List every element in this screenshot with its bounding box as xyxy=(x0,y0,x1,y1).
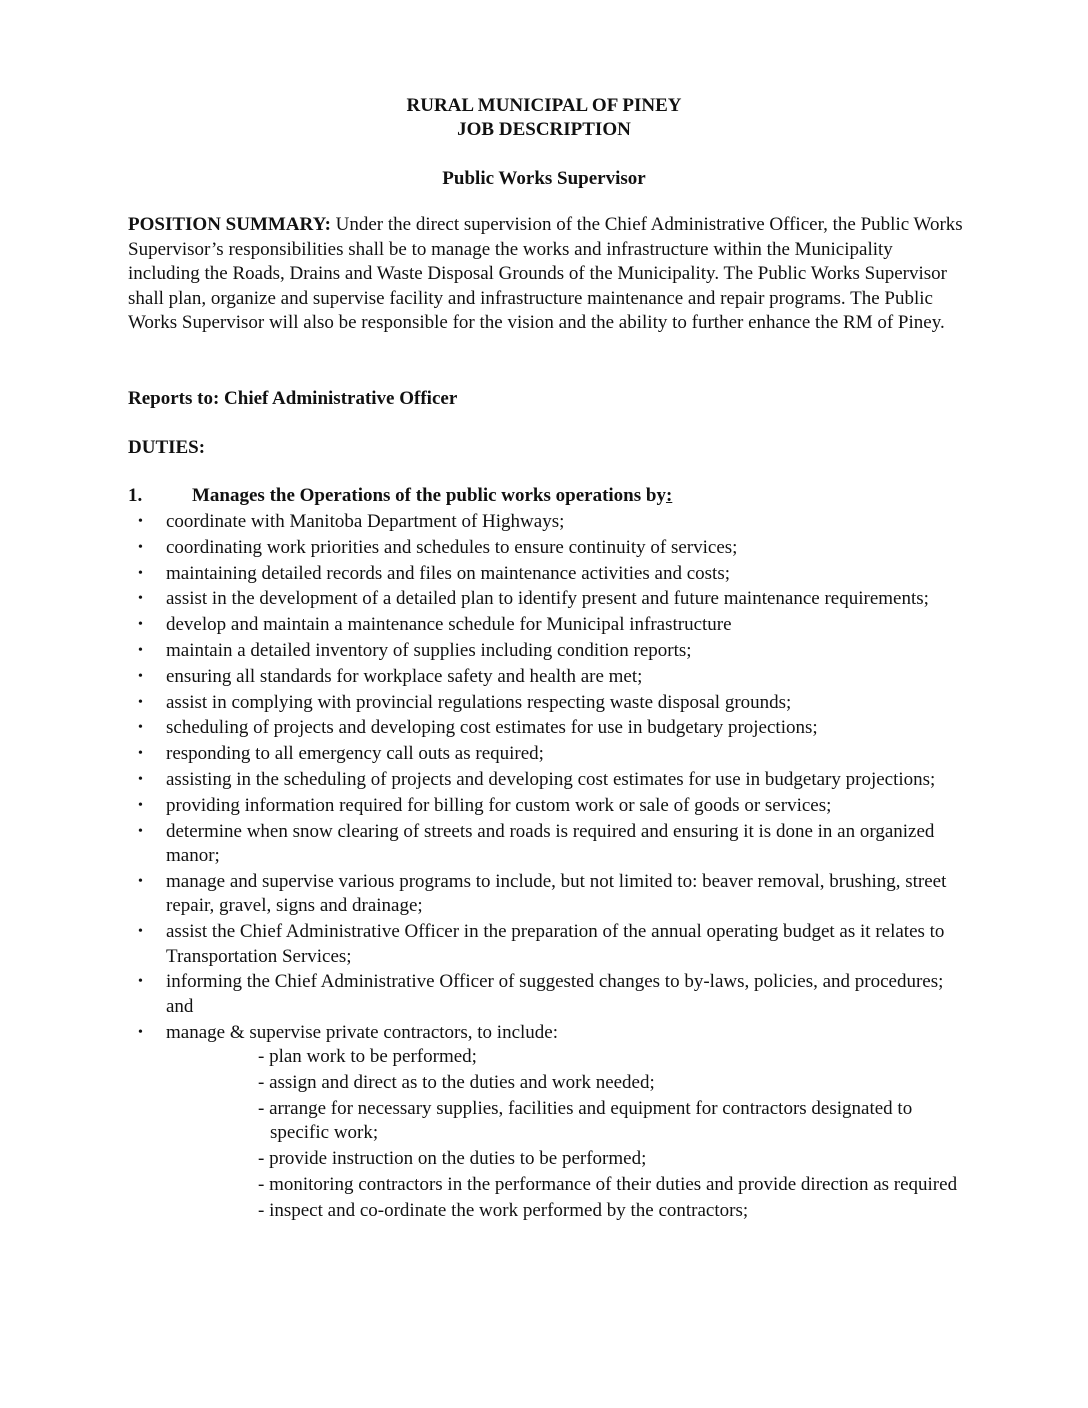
document-type-title: JOB DESCRIPTION xyxy=(457,119,631,140)
bullet-icon: • xyxy=(138,668,143,684)
bullet-icon: • xyxy=(138,771,143,787)
bullet-icon: • xyxy=(138,974,143,990)
bullet-icon: • xyxy=(138,565,143,581)
contractor-subitem xyxy=(258,1199,968,1224)
duty-item xyxy=(128,613,968,638)
bullet-icon: • xyxy=(138,539,143,555)
duties-list xyxy=(128,510,968,1225)
contractor-subitem-text: - monitoring contractors in the performance of their duties and provide direction as required xyxy=(258,1173,958,1195)
duty-item xyxy=(128,536,968,561)
position-summary-text: Under the direct supervision of the Chief Administrative Officer, the Public Works Supervisor’s responsibilities shall be to manage the works and infrastructure within the Municipality including the Roads, Drains and Waste Disposal Grounds of the Municipality. The Public Works Supervisor shall plan, organize and supervise facility and infrastructure maintenance and repair programs. The Public Works Supervisor will also be responsible for the vision and the ability to further enhance the RM of Piney. xyxy=(128,214,963,333)
duty-item xyxy=(128,794,968,819)
contractor-subitems-list xyxy=(166,1045,968,1223)
duty-item-text: informing the Chief Administrative Officer of suggested changes to by-laws, policies, and procedures; and xyxy=(166,971,944,1017)
duty-item xyxy=(128,562,968,587)
duty-item-text: assist in the development of a detailed plan to identify present and future maintenance requirements; xyxy=(166,588,929,610)
duty-item-text: develop and maintain a maintenance schedule for Municipal infrastructure xyxy=(166,614,732,636)
bullet-icon: • xyxy=(138,720,143,736)
bullet-icon: • xyxy=(138,797,143,813)
position-title: Public Works Supervisor xyxy=(442,168,646,189)
bullet-icon: • xyxy=(138,694,143,710)
contractor-subitem xyxy=(258,1071,968,1096)
duty-item-text: maintain a detailed inventory of supplies including condition reports; xyxy=(166,639,692,661)
bullet-icon: • xyxy=(138,1024,143,1040)
bullet-icon: • xyxy=(138,873,143,889)
contractor-subitem-text: - inspect and co-ordinate the work performed by the contractors; xyxy=(258,1199,749,1221)
position-summary xyxy=(128,213,968,336)
duty-item xyxy=(128,920,968,969)
bullet-icon: • xyxy=(138,591,143,607)
contractor-subitem xyxy=(258,1045,968,1070)
duty-item-text: scheduling of projects and developing cost estimates for use in budgetary projections; xyxy=(166,717,818,739)
bullet-icon: • xyxy=(138,642,143,658)
duty-item-text: manage & supervise private contractors, to include: xyxy=(166,1021,559,1043)
contractor-subitem-text: - plan work to be performed; xyxy=(258,1046,477,1068)
duty-item-text: ensuring all standards for workplace safety and health are met; xyxy=(166,665,643,687)
contractor-subitem xyxy=(258,1147,968,1172)
bullet-icon: • xyxy=(138,823,143,839)
duties-heading: DUTIES: xyxy=(128,437,206,458)
position-summary-label: POSITION SUMMARY: xyxy=(128,214,331,235)
section-1-colon: : xyxy=(665,485,673,506)
duty-item xyxy=(128,716,968,741)
section-1-number: 1. xyxy=(128,485,143,506)
section-1-title: Manages the Operations of the public works operations by xyxy=(192,485,666,506)
bullet-icon: • xyxy=(138,746,143,762)
reports-to: Reports to: Chief Administrative Officer xyxy=(128,388,458,409)
duty-item-text: coordinating work priorities and schedules to ensure continuity of services; xyxy=(166,536,738,558)
duty-item-text: assist in complying with provincial regulations respecting waste disposal grounds; xyxy=(166,691,792,713)
duty-item xyxy=(128,970,968,1019)
duty-item-text: maintaining detailed records and files on maintenance activities and costs; xyxy=(166,562,731,584)
contractor-subitem xyxy=(258,1097,968,1146)
duty-item xyxy=(128,587,968,612)
duty-item-text: determine when snow clearing of streets and roads is required and ensuring it is done in an organized manor; xyxy=(166,820,935,867)
contractor-subitem-text: - assign and direct as to the duties and work needed; xyxy=(258,1072,655,1094)
section-1-heading xyxy=(128,484,968,509)
bullet-icon: • xyxy=(138,514,143,529)
duty-item xyxy=(128,1021,968,1223)
duty-item xyxy=(128,870,968,919)
duty-item-text: assisting in the scheduling of projects and developing cost estimates for use in budgetary projections; xyxy=(166,768,936,790)
duty-item xyxy=(128,639,968,664)
bullet-icon: • xyxy=(138,617,143,633)
duty-item xyxy=(128,665,968,690)
municipality-title: RURAL MUNICIPAL OF PINEY xyxy=(406,95,682,116)
duty-item xyxy=(128,510,968,535)
contractor-subitem xyxy=(258,1173,968,1198)
duty-item-text: manage and supervise various programs to include, but not limited to: beaver removal, brushing, street repair, gravel, signs and drainage; xyxy=(166,870,947,917)
duty-item-text: providing information required for billing for custom work or sale of goods or services; xyxy=(166,794,832,816)
duty-item-text: responding to all emergency call outs as required; xyxy=(166,743,544,765)
duty-item xyxy=(128,820,968,869)
duty-item xyxy=(128,742,968,767)
duty-item xyxy=(128,768,968,793)
contractor-subitem-text: - arrange for necessary supplies, facilities and equipment for contractors designated to specific work; xyxy=(258,1097,913,1144)
duty-item xyxy=(128,691,968,716)
bullet-icon: • xyxy=(138,924,143,940)
duty-item-text: assist the Chief Administrative Officer in the preparation of the annual operating budget as it relates to Transportation Services; xyxy=(166,921,945,967)
contractor-subitem-text: - provide instruction on the duties to be performed; xyxy=(258,1148,647,1170)
duty-item-text: coordinate with Manitoba Department of Highways; xyxy=(166,511,565,532)
